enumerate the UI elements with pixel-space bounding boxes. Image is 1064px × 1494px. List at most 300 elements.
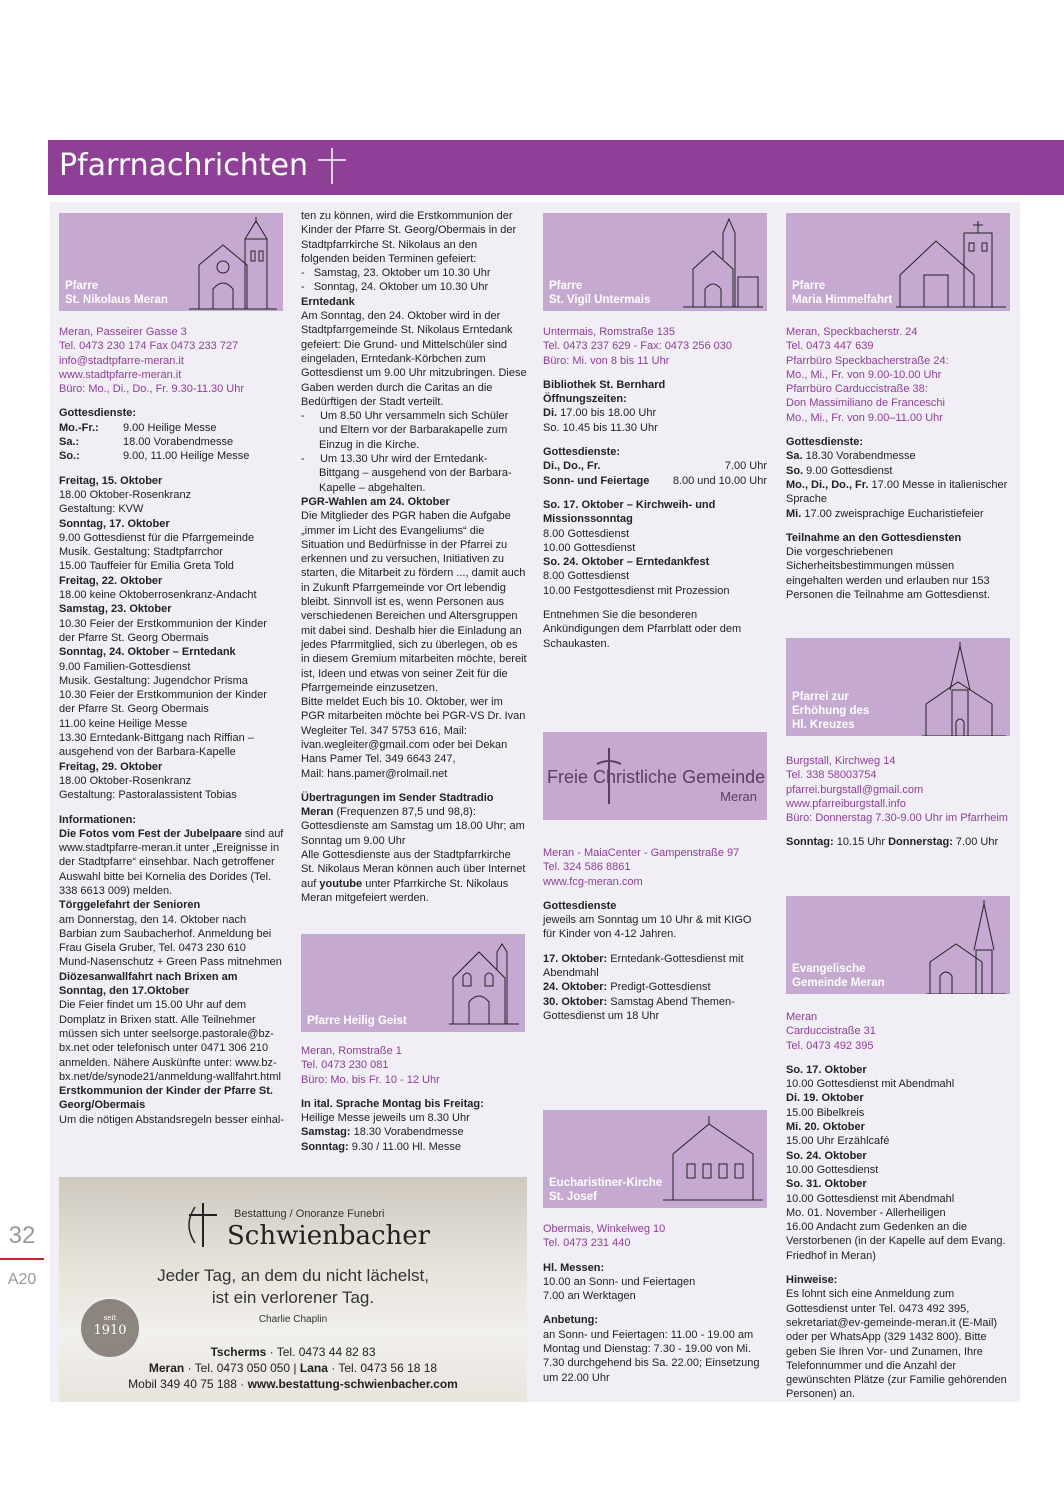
event-item-text: 10.00 Gottesdienst mit Abendmahl (786, 1192, 955, 1205)
address-line: Meran, Passeirer Gasse 3 (59, 326, 187, 338)
card-name-line: Pfarre (792, 280, 826, 292)
services-title: Gottesdienste: (59, 407, 137, 420)
church-icon (663, 1114, 763, 1204)
address-block (543, 1222, 767, 1251)
schedule-list (59, 474, 285, 803)
services-list (59, 421, 285, 464)
ad-contact-line (59, 1344, 527, 1360)
address-line: Carduccistraße 31 (786, 1025, 876, 1038)
column-heilig-geist (301, 934, 527, 1154)
schedule-item-bold: Sonntag, 17. Oktober (59, 517, 170, 530)
church-icon (896, 217, 1006, 311)
ital-list (301, 1111, 527, 1154)
service-row-day: Di., Do., Fr. (543, 460, 601, 473)
address-line: Meran, Romstraße 1 (301, 1045, 402, 1057)
event-item (786, 1163, 1010, 1177)
info-item-text: Um die nötigen Abstandsregeln besser einhal- (59, 1113, 285, 1126)
office-hours: Mo., Mi., Fr. von 9.00–11.00 Uhr (786, 411, 943, 424)
event-item-text: 10.00 Gottesdienst (786, 1163, 879, 1176)
service-row-time: 7.00 Uhr (724, 460, 767, 473)
schedule-item (59, 788, 285, 802)
ad-city: Lana (299, 1361, 328, 1375)
seal-year: 1910 (93, 1323, 127, 1338)
schedule-item-text: Musik. Gestaltung: Jugendchor Prisma (59, 674, 248, 687)
card-name (792, 279, 892, 307)
office-hours: Büro: Donnerstag 7.30-9.00 Uhr im Pfarrheim (786, 812, 1008, 825)
quote-line: Jeder Tag, an dem du nicht lächelst, (157, 1266, 429, 1285)
erntedank-title: Erntedank (301, 295, 355, 308)
schedule-item-text: Musik. Gestaltung: Stadtpfarrchor (59, 546, 223, 559)
fcg-city: Meran (720, 789, 757, 804)
info-item (59, 827, 285, 898)
library-title: Bibliothek St. Bernhard (543, 378, 666, 391)
service-row-day: Sa.: (59, 436, 80, 449)
card-name (792, 962, 885, 990)
fcg-event (543, 952, 767, 981)
erntedank-item: - Um 8.50 Uhr versammeln sich Schüler und Eltern vor der Barbarakapelle zum Einzug in die Kirche. (301, 410, 509, 451)
event-item (786, 1177, 1010, 1191)
info-item-bold: Erstkommunion der Kinder der Pfarre St. Georg/Obermais (59, 1085, 273, 1112)
church-icon (449, 938, 521, 1028)
fcg-services-text: jeweils am Sonntag um 10 Uhr & mit KIGO für Kinder von 4-12 Jahren. (543, 914, 752, 941)
schedule-item (59, 731, 285, 760)
card-name-line: Hl. Kreuzes (792, 719, 855, 731)
ad-contacts (59, 1344, 527, 1392)
page-number: 32 (8, 1222, 36, 1249)
service-row-day: So.: (59, 450, 80, 463)
website-link[interactable]: www.pfarreiburgstall.info (786, 797, 906, 810)
fcg-services-title: Gottesdienste (543, 899, 617, 912)
card-evangelische (786, 896, 1010, 994)
card-name-line: Evangelische (792, 963, 866, 975)
schedule-item-bold: Freitag, 29. Oktober (59, 760, 163, 773)
event-item-bold: Mi. 20. Oktober (786, 1121, 865, 1134)
column-eucharistiner (543, 1110, 767, 1385)
address-block (543, 846, 767, 889)
event-item-text: 10.00 Gottesdienst (543, 541, 636, 554)
phone-line: Tel. 0473 237 629 - Fax: 0473 256 030 (543, 340, 732, 353)
participation-title: Teilnahme an den Gottesdiensten (786, 531, 962, 544)
event-item (786, 1077, 1010, 1091)
event-item-text: 16.00 Andacht zum Gedenken an die Verstorbenen (in der Kapelle auf dem Evang. Friedhof in Meran) (786, 1221, 1006, 1262)
schedule-item (59, 474, 285, 488)
address-block (59, 325, 285, 396)
office-line: Pfarrbüro Speckbacherstraße 24: (786, 354, 949, 367)
intro-text: ten zu können, wird die Erstkommunion der Kinder der Pfarre St. Georg/Obermais in der Stadtpfarrkirche St. Nikolaus an den folgenden beiden Terminen gefeiert: (301, 210, 517, 265)
page-number-rule (0, 1258, 44, 1260)
services-list (786, 449, 1010, 520)
erntedank-text: Am Sonntag, den 24. Oktober wird in der Stadtpfarrgemeinde St. Nikolaus Erntedank gefeiert: Die Grund- und Mittelschüler sind eingeladen, Erntedank-Körbchen zum Gottesdienst um 9.00 Uhr mitzubringen. Diese Gaben werden durch die Caritas an die Bedürftigen der Stadt verteilt. (301, 310, 527, 408)
schedule-item (59, 760, 285, 774)
erntedank-item: - Um 13.30 Uhr wird der Erntedank-Bittgang – ausgehend von der Barbara-Kapelle – abgehalten. (301, 453, 512, 494)
schedule-item-text: 10.30 Feier der Erstkommunion der Kinder der Pfarre St. Georg Obermais (59, 617, 267, 644)
fcg-event (543, 980, 767, 994)
event-item-text: 15.00 Bibelkreis (786, 1106, 865, 1119)
date-item: - Samstag, 23. Oktober um 10.30 Uhr (301, 267, 491, 280)
schedule-item-bold: Samstag, 23. Oktober (59, 603, 172, 616)
service-row (543, 459, 767, 473)
adoration-title: Anbetung: (543, 1314, 598, 1327)
church-icon (926, 900, 1006, 994)
schedule-item-text: 11.00 keine Heilige Messe (59, 717, 188, 730)
card-maria-himmelfahrt (786, 213, 1010, 311)
event-item (543, 569, 767, 583)
address-block (543, 325, 767, 368)
phone-line: Tel. 0473 230 081 (301, 1059, 389, 1072)
address-line: Untermais, Romstraße 135 (543, 326, 676, 338)
church-icon (179, 217, 279, 311)
radio-detail: Alle Gottesdienste aus der Stadtpfarrkirche St. Nikolaus Meran können auch über Internet auf (301, 849, 526, 890)
library-item-text: 17.00 bis 18.00 Uhr (557, 407, 657, 420)
address-line: Obermais, Winkelweg 10 (543, 1223, 666, 1235)
day-label: Donnerstag: (888, 836, 953, 849)
ital-item-text: 18.30 Vorabendmesse (350, 1126, 464, 1139)
info-item (59, 1113, 285, 1127)
address-block (786, 325, 1010, 425)
service-row (59, 449, 285, 463)
mass-line: 10.00 an Sonn- und Feiertagen (543, 1275, 696, 1288)
address-block (301, 1044, 527, 1087)
library-hours-title: Öffnungszeiten: (543, 393, 627, 406)
events-list (786, 1063, 1010, 1263)
schedule-item (59, 517, 285, 531)
page-title: Pfarrnachrichten (59, 148, 308, 183)
column-middle (301, 209, 527, 905)
cross-logo-icon (181, 1201, 225, 1249)
library-item (543, 421, 767, 435)
card-eucharistiner (543, 1110, 767, 1208)
info-item (59, 955, 285, 969)
event-item-bold: So. 24. Oktober – Erntedankfest (543, 556, 710, 569)
priest-name: Don Massimiliano de Franceschi (786, 397, 945, 410)
services-list (543, 459, 767, 488)
info-item-bold: Törggelefahrt der Senioren (59, 899, 201, 912)
phone-line: Tel. 0473 231 440 (543, 1237, 631, 1250)
service-item-bold: So. (786, 464, 804, 477)
time-text: 10.15 Uhr (833, 836, 889, 849)
pgr-text: Die Mitglieder des PGR haben die Aufgabe „immer im Licht des Evangeliums“ die Situation und Bedürfnisse in der Pfarrei zu erkennen und zu versuchen, Initiativen zu starten, die Mitarbeit zu fördern ..., damit auch in Zukunft Pfarrgemeinde vor Ort lebendig bleibt. Sinnvoll ist es, wenn Personen aus verschiedenen Bereichen und Altersgruppen mit dabei sind. Deshalb hier die Einladung an jedes Pfarrmitglied, sich zu überlegen, ob es in diesem Gremium mitarbeiten möchte, bereit ist, Ideen und etwas von seiner Zeit für die Pfarrgemeinde einzusetzen. (301, 510, 527, 694)
event-item (786, 1134, 1010, 1148)
event-item-bold: So. 24. Oktober (786, 1149, 867, 1162)
info-item (59, 1084, 285, 1113)
schedule-item (59, 674, 285, 688)
info-list (59, 827, 285, 1127)
ital-title: In ital. Sprache Montag bis Freitag: (301, 1097, 484, 1110)
ad-mobile: Mobil 349 40 75 188 · (128, 1377, 248, 1391)
schedule-item (59, 717, 285, 731)
erntedank-item-text: Um 13.30 Uhr wird der Erntedank-Bittgang – ausgehend von der Barbara-Kapelle – abgehalten. (319, 453, 512, 494)
fcg-event-text: Samstag Abend Themen-Gottesdienst um 18 Uhr (543, 995, 735, 1022)
schedule-item (59, 488, 285, 502)
schedule-item-text: 18.00 Oktober-Rosenkranz (59, 488, 192, 501)
info-item-bold: Die Fotos vom Fest der Jubelpaare (59, 827, 242, 840)
event-item (786, 1206, 1010, 1220)
card-name-line: Maria Himmelfahrt (792, 294, 893, 306)
radio-text-2 (301, 848, 527, 905)
ad-phone: · Tel. 0473 56 18 18 (327, 1361, 438, 1375)
schedule-item-bold: Freitag, 15. Oktober (59, 474, 163, 487)
phone-line: Tel. 0473 230 174 Fax 0473 233 727 (59, 340, 239, 353)
note-text: Entnehmen Sie die besonderen Ankündigungen dem Pfarrblatt oder dem Schaukasten. (543, 609, 742, 650)
schedule-item (59, 617, 285, 646)
schedule-item-text: 13.30 Erntedank-Bittgang nach Riffian – ausgehend von der Barbara-Kapelle (59, 732, 254, 759)
info-item-bold: Diözesanwallfahrt nach Brixen am Sonntag, den 17.Oktober (59, 970, 238, 998)
event-item-text: 8.00 Gottesdienst (543, 527, 630, 540)
service-item-bold: Mo., Di., Do., Fr. (786, 478, 869, 491)
service-row (59, 421, 285, 435)
adoration-text: an Sonn- und Feiertagen: 11.00 - 19.00 am Montag und Dienstag: 7.30 - 19.00 von Mi. 7.30 durchgehend bis Sa. 22.00; Einsetzung um 22.00 Uhr (543, 1328, 760, 1384)
church-icon (922, 642, 1006, 736)
library-item (543, 406, 767, 420)
schedule-item-text: 9.00 Familien-Gottesdienst (59, 660, 191, 673)
schedule-item (59, 660, 285, 674)
fcg-event-text: Erntedank-Gottesdienst mit Abendmahl (543, 952, 744, 980)
quote-author: Charlie Chaplin (258, 1314, 328, 1325)
service-item (786, 449, 1010, 463)
card-name-line: Pfarrei zur (792, 691, 849, 703)
fcg-logo (543, 732, 767, 820)
schedule-item-text: Gestaltung: KVW (59, 503, 144, 516)
column-evangelische (786, 896, 1010, 1402)
events-list (543, 498, 767, 598)
ad-city: Tscherms (210, 1345, 267, 1359)
service-row-time: 18.00 Vorabendmesse (123, 436, 234, 449)
event-item-text: 10.00 Festgottesdienst mit Prozession (543, 584, 730, 597)
ital-item-text: 9.30 / 11.00 Hl. Messe (348, 1140, 461, 1153)
radio-detail: unter Pfarrkirche St. Nikolaus Meran mitgefeiert werden. (301, 877, 509, 904)
phone-line: Tel. 0473 447 639 (786, 340, 874, 353)
event-item (786, 1120, 1010, 1134)
fcg-event-bold: 17. Oktober: (543, 952, 608, 965)
fcg-events (543, 952, 767, 1023)
fcg-event-bold: 24. Oktober: (543, 981, 608, 994)
services-title: Gottesdienste: (543, 446, 621, 459)
schedule-item-text: 18.00 keine Oktoberrosenkranz-Andacht (59, 589, 257, 602)
schedule-item (59, 588, 285, 602)
hint-text: Es lohnt sich eine Anmeldung zum Gottesdienst unter Tel. 0473 492 395, sekretariat@ev-gemeinde-meran.it (E-Mail) oder per WhatsApp (329 1432 800). Bitte geben Sie Ihren Vor- und Zunamen, Ihre Telefonnummer und die Anzahl der gewünschten Plätze (zur Familie gehörenden Personen) an. (786, 1288, 1007, 1401)
ad-website[interactable]: www.bestattung-schwienbacher.com (247, 1377, 458, 1391)
info-item-text: Mund-Nasenschutz + Green Pass mitnehmen (59, 956, 282, 969)
schedule-item (59, 602, 285, 616)
radio-title: Übertragungen im Sender Stadtradio (301, 791, 494, 804)
day-label: Sonntag: (786, 836, 834, 849)
service-row-day: Sonn- und Feiertage (543, 474, 650, 487)
card-name (65, 279, 168, 307)
library-hours (543, 406, 767, 435)
event-item-bold: Di. 19. Oktober (786, 1092, 864, 1105)
address-block (786, 754, 1010, 825)
service-item (786, 507, 1010, 521)
phone-line: Tel. 0473 492 395 (786, 1039, 874, 1052)
schedule-item (59, 545, 285, 559)
ad-header: Bestattung / Onoranze Funebri (234, 1208, 385, 1220)
pgr-mail[interactable]: Mail: hans.pamer@rolmail.net (301, 767, 448, 780)
card-name-line: St. Vigil Untermais (549, 294, 651, 306)
website-link[interactable]: www.stadtpfarre-meran.it (59, 368, 182, 381)
office-hours: Büro: Mo., Di., Do., Fr. 9.30-11.30 Uhr (59, 383, 245, 396)
service-item-text: 9.00 Gottesdienst (803, 464, 893, 477)
office-hours: Mo., Mi., Fr. von 9.00-10.00 Uhr (786, 368, 942, 381)
fcg-event (543, 995, 767, 1024)
ad-city: Meran (148, 1361, 185, 1375)
schedule-item-text: 18.00 Oktober-Rosenkranz (59, 774, 192, 787)
event-item-text: Mo. 01. November - Allerheiligen (786, 1206, 946, 1219)
service-item-bold: Mi. (786, 507, 802, 520)
email-link[interactable]: pfarrei.burgstall@gmail.com (786, 783, 924, 796)
service-item-text: 18.30 Vorabendmesse (802, 450, 916, 463)
event-item (786, 1063, 1010, 1077)
fcg-word: Freie (547, 767, 589, 787)
church-icon (683, 217, 763, 311)
pgr-title: PGR-Wahlen am 24. Oktober (301, 495, 450, 508)
ad-contact-line (59, 1376, 527, 1392)
ad-contact-line (59, 1360, 527, 1376)
hint-title: Hinweise: (786, 1274, 838, 1287)
schedule-item-text: 15.00 Tauffeier für Emilia Greta Told (59, 560, 234, 573)
card-name-line: St. Josef (549, 1191, 597, 1203)
event-item (786, 1091, 1010, 1105)
service-item-text: 17.00 Messe in italienischer Sprache (786, 478, 1008, 506)
address-line: Meran (786, 1011, 818, 1023)
schedule-item (59, 502, 285, 516)
service-row-time: 8.00 und 10.00 Uhr (672, 474, 767, 487)
page-banner (48, 140, 1064, 195)
service-row-day: Mo.-Fr.: (59, 421, 99, 434)
erntedank-item-text: Um 8.50 Uhr versammeln sich Schüler und Eltern vor der Barbarakapelle zum Einzug in die Kirche. (319, 410, 509, 451)
service-row (59, 435, 285, 449)
service-row-time: 9.00 Heilige Messe (123, 421, 217, 434)
event-item (786, 1220, 1010, 1263)
column-st-vigil (543, 213, 767, 651)
card-heilig-geist (301, 934, 525, 1032)
fcg-word: Christliche (593, 767, 678, 787)
radio-bold: Meran (301, 806, 334, 819)
seal-since: seit (103, 1314, 117, 1322)
ital-item (301, 1111, 527, 1125)
event-item (543, 584, 767, 598)
address-line: Burgstall, Kirchweg 14 (786, 755, 896, 767)
card-name-line: Pfarre (65, 280, 99, 292)
ital-item-bold: Sonntag: (301, 1140, 349, 1153)
card-name-line: Erhöhung des (792, 705, 870, 717)
ad-phone: · Tel. 0473 44 82 83 (266, 1345, 376, 1359)
info-item (59, 898, 285, 912)
event-item-text: 10.00 Gottesdienst mit Abendmahl (786, 1078, 955, 1091)
event-item-bold: So. 17. Oktober – Kirchweih- und Missionssonntag (543, 498, 716, 526)
schedule-item (59, 774, 285, 788)
office-hours: Büro: Mi. von 8 bis 11 Uhr (543, 354, 670, 367)
info-item (59, 970, 285, 999)
participation-text: Die vorgeschriebenen Sicherheitsbestimmungen müssen eingehalten werden und erlauben nur 153 Personen die Teilnahme am Gottesdienst. (786, 546, 991, 602)
fcg-name (547, 767, 766, 787)
ital-item-text: Heilige Messe jeweils um 8.30 Uhr (301, 1112, 470, 1125)
event-item (786, 1149, 1010, 1163)
fcg-event-text: Predigt-Gottesdienst (607, 981, 711, 994)
card-name (549, 1176, 662, 1204)
event-item (786, 1192, 1010, 1206)
fcg-event-bold: 30. Oktober: (543, 995, 608, 1008)
info-item (59, 998, 285, 1084)
column-maria-himmelfahrt (786, 213, 1010, 602)
event-item (786, 1106, 1010, 1120)
phone-line: Tel. 324 586 8861 (543, 861, 631, 874)
mass-title: Hl. Messen: (543, 1261, 605, 1274)
phone-line: Tel. 338 58003754 (786, 769, 877, 782)
info-item-text: sind auf www.stadtpfarre-meran.it unter „Ereignisse in der Stadtpfarre“ einsehbar. Nach getroffener Auswahl bitte bei Kornelia des Dorides (Tel. 338 6613 009) melden. (59, 827, 284, 897)
ital-item (301, 1140, 527, 1154)
card-name-line: Pfarre (549, 280, 583, 292)
card-name-line: Gemeinde Meran (792, 977, 885, 989)
event-item-text: 8.00 Gottesdienst (543, 570, 630, 583)
mass-line: 7.00 an Werktagen (543, 1290, 636, 1303)
date-item: - Sonntag, 24. Oktober um 10.30 Uhr (301, 281, 489, 294)
office-line: Pfarrbüro Carduccistraße 38: (786, 383, 928, 396)
service-row (543, 474, 767, 488)
column-burgstall (786, 638, 1010, 850)
service-item (786, 464, 1010, 478)
library-item-bold: Di. (543, 407, 558, 420)
quote-line: ist ein verlorener Tag. (211, 1288, 375, 1307)
ital-item-bold: Samstag: (301, 1126, 351, 1139)
card-name (307, 1014, 407, 1028)
fcg-word: Gemeinde (682, 767, 766, 787)
card-name (549, 279, 650, 307)
service-row-time: 9.00, 11.00 Heilige Messe (123, 450, 250, 463)
schedule-item-bold: Freitag, 22. Oktober (59, 574, 163, 587)
schedule-item (59, 574, 285, 588)
info-item-text: Die Feier findet um 15.00 Uhr auf dem Domplatz in Brixen statt. Alle Teilnehmer müssen sich unter seelsorge.pastorale@bz-bx.net oder telefonisch unter 0471 306 210 anmelden. Nähere Auskünfte unter: www.bz-bx.net/de/synode21/anmeldung-wallfahrt.html (59, 999, 281, 1083)
mass-times (786, 835, 1010, 849)
card-st-vigil (543, 213, 767, 311)
info-item (59, 913, 285, 956)
card-st-nikolaus (59, 213, 283, 311)
pgr-contact: Bitte meldet Euch bis 10. Oktober, wer im PGR mitarbeiten möchte bei PGR-VS Dr. Ivan Wegleiter Tel. 347 5753 616, Mail: ivan.wegleiter@gmail.com oder bei Dekan Hans Pamer Tel. 349 6643 247, (301, 696, 526, 766)
card-name-line: St. Nikolaus Meran (65, 294, 168, 306)
email-link[interactable]: info@stadtpfarre-meran.it (59, 354, 184, 367)
schedule-item (59, 559, 285, 573)
column-st-nikolaus (59, 213, 285, 1127)
ad-phone: · Tel. 0473 050 050 | (184, 1361, 300, 1375)
ital-item (301, 1125, 527, 1139)
schedule-item-text: 9.00 Gottesdienst für die Pfarrgemeinde (59, 531, 255, 544)
event-item (543, 498, 767, 527)
info-item-text: am Donnerstag, den 14. Oktober nach Barbian zum Saubacherhof. Anmeldung bei Frau Gisela Gruber, Tel. 0473 230 610 (59, 913, 272, 955)
address-block (786, 1010, 1010, 1053)
event-item-text: 15.00 Uhr Erzählcafé (786, 1135, 890, 1148)
schedule-item (59, 688, 285, 717)
event-item-bold: So. 31. Oktober (786, 1178, 867, 1191)
event-item-bold: So. 17. Oktober (786, 1063, 867, 1076)
ad-brand: Schwienbacher (227, 1221, 431, 1251)
card-name-line: Pfarre Heilig Geist (307, 1015, 407, 1027)
date-text: Samstag, 23. Oktober um 10.30 Uhr (313, 267, 491, 280)
website-link[interactable]: www.fcg-meran.com (543, 875, 643, 888)
schedule-item (59, 645, 285, 659)
library-item-text: So. 10.45 bis 11.30 Uhr (543, 421, 658, 434)
event-item (543, 555, 767, 569)
page-code: A20 (7, 1271, 37, 1288)
schedule-item-text: 10.30 Feier der Erstkommunion der Kinder der Pfarre St. Georg Obermais (59, 689, 267, 716)
radio-text (301, 805, 527, 848)
schedule-item-text: Gestaltung: Pastoralassistent Tobias (59, 789, 237, 802)
service-item-text: 17.00 zweisprachige Eucharistiefeier (801, 507, 984, 520)
address-line: Meran, Speckbacherstr. 24 (786, 326, 918, 338)
card-name-line: Eucharistiner-Kirche (549, 1177, 663, 1189)
schedule-item (59, 531, 285, 545)
services-title: Gottesdienste: (786, 436, 864, 449)
date-text: Sonntag, 24. Oktober um 10.30 Uhr (313, 281, 489, 294)
time-text: 7.00 Uhr (952, 836, 999, 849)
